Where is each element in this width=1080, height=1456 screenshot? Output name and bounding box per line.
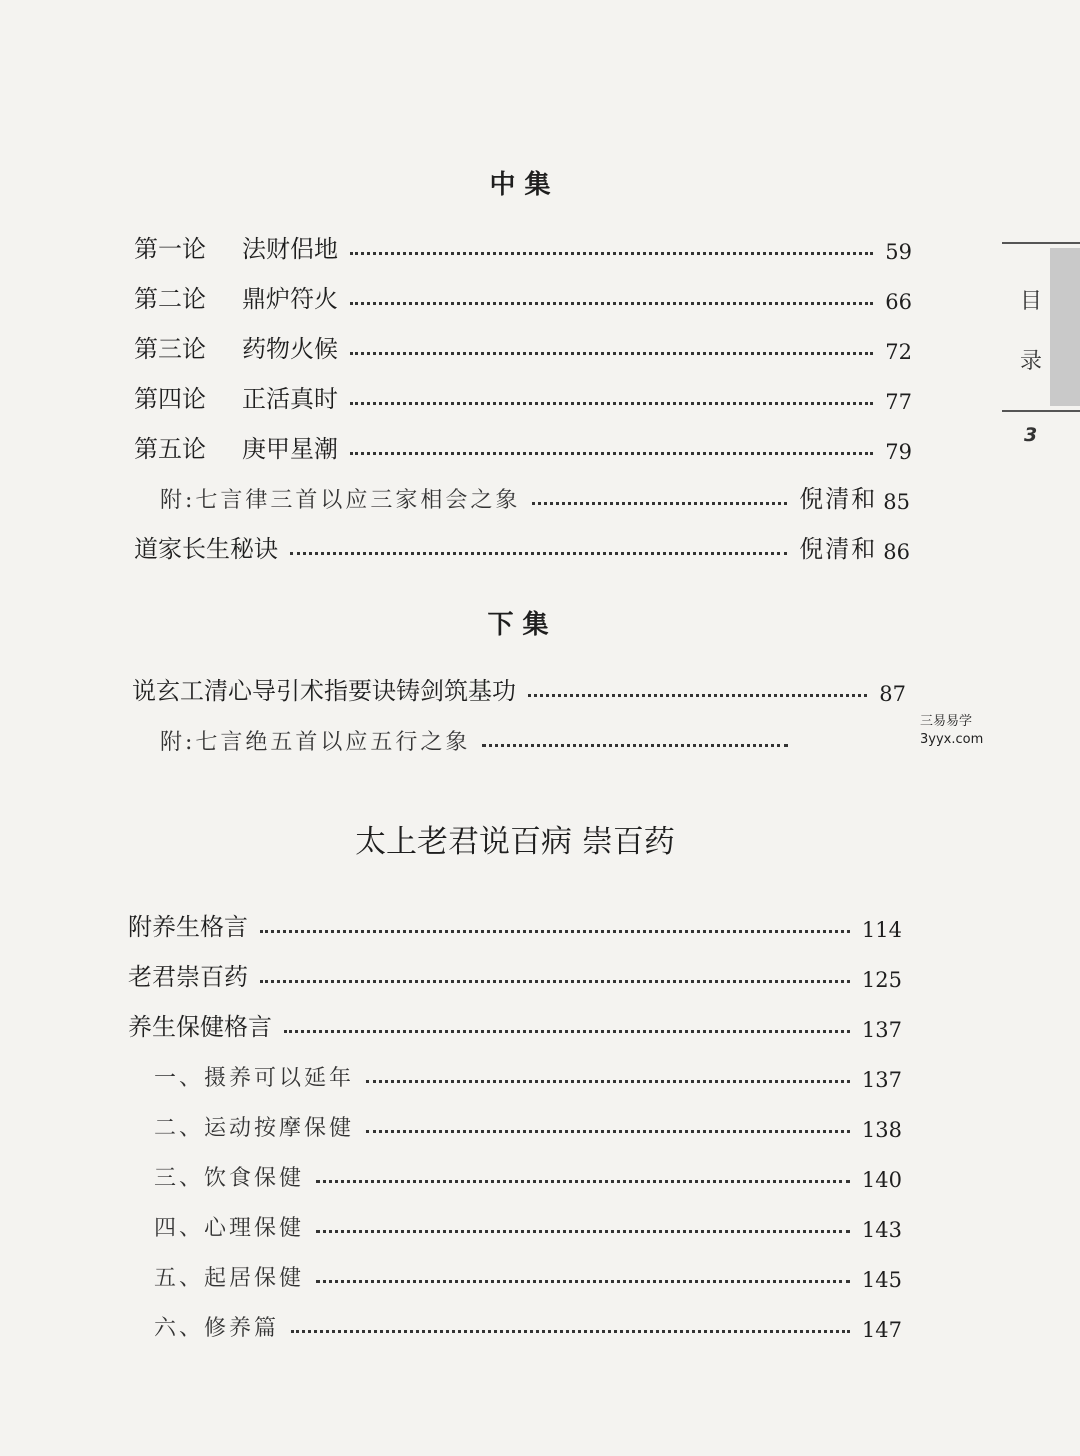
toc-entry[interactable] xyxy=(134,530,910,564)
toc-label: 三、饮食保健 xyxy=(154,1166,305,1191)
section-heading-zhong xyxy=(0,164,1040,201)
toc-entry[interactable] xyxy=(128,908,902,942)
leader-dots xyxy=(366,1080,850,1083)
toc-label: 道家长生秘诀 xyxy=(134,535,278,563)
leader-dots xyxy=(260,930,850,933)
toc-entry[interactable] xyxy=(154,1058,902,1092)
leader-dots xyxy=(482,744,788,747)
leader-dots xyxy=(316,1280,850,1283)
leader-dots xyxy=(528,694,867,697)
leader-dots xyxy=(532,502,787,505)
leader-dots xyxy=(316,1230,850,1233)
leader-dots xyxy=(350,302,873,305)
section-heading-xia-text: 下 集 xyxy=(487,610,549,640)
side-tab-stripe xyxy=(1050,248,1080,406)
toc-page-number: 86 xyxy=(883,540,910,564)
page-number: 3 xyxy=(1024,424,1038,446)
toc-label: 六、修养篇 xyxy=(154,1316,280,1341)
toc-entry[interactable] xyxy=(160,480,910,514)
leader-dots xyxy=(350,452,873,455)
toc-label: 正活真时 xyxy=(242,385,338,413)
toc-label: 附:七言律三首以应三家相会之象 xyxy=(160,488,521,513)
toc-label: 老君崇百药 xyxy=(128,963,248,991)
leader-dots xyxy=(284,1030,850,1033)
toc-page-number: 140 xyxy=(861,1168,902,1192)
toc-chapter: 第五论 xyxy=(134,435,206,463)
toc-label: 一、摄养可以延年 xyxy=(154,1066,355,1091)
toc-entry[interactable] xyxy=(154,1308,902,1342)
watermark-line2[interactable]: 3yyx.com xyxy=(920,732,984,747)
toc-page-number: 125 xyxy=(861,968,902,992)
toc-page-number: 114 xyxy=(861,918,902,942)
book-title-text: 太上老君说百病 崇百药 xyxy=(355,824,675,860)
toc-entry[interactable] xyxy=(134,330,912,364)
book-title xyxy=(0,816,1030,861)
side-tab xyxy=(1002,242,1080,412)
toc-page-number: 147 xyxy=(861,1318,902,1342)
toc-page-number: 137 xyxy=(861,1068,902,1092)
leader-dots xyxy=(350,252,873,255)
toc-page-number: 66 xyxy=(885,290,912,314)
toc-label: 说玄工清心导引术指要诀铸剑筑基功 xyxy=(132,677,516,705)
toc-entry[interactable] xyxy=(134,430,912,464)
toc-label: 法财侣地 xyxy=(242,235,338,263)
toc-label: 四、心理保健 xyxy=(154,1216,305,1241)
leader-dots xyxy=(316,1180,850,1183)
toc-page-number: 138 xyxy=(861,1118,902,1142)
side-tab-char: 目 xyxy=(1020,289,1043,314)
toc-entry[interactable] xyxy=(128,1008,902,1042)
toc-page-number: 59 xyxy=(885,240,912,264)
toc-label: 鼎炉符火 xyxy=(242,285,338,313)
leader-dots xyxy=(350,352,873,355)
toc-chapter: 第四论 xyxy=(134,385,206,413)
leader-dots xyxy=(366,1130,850,1133)
section-heading-zhong-text: 中 集 xyxy=(489,170,551,200)
leader-dots xyxy=(291,1330,850,1333)
leader-dots xyxy=(260,980,850,983)
toc-page-number: 87 xyxy=(879,682,906,706)
toc-entry[interactable] xyxy=(134,280,912,314)
toc-entry[interactable] xyxy=(154,1158,902,1192)
toc-label: 附:七言绝五首以应五行之象 xyxy=(160,730,471,755)
toc-page-number: 79 xyxy=(885,440,912,464)
toc-page-number: 85 xyxy=(883,490,910,514)
toc-author: 倪清和 xyxy=(799,535,878,563)
toc-page-number: 137 xyxy=(861,1018,902,1042)
toc-label: 二、运动按摩保健 xyxy=(154,1116,355,1141)
toc-page-number: 145 xyxy=(861,1268,902,1292)
toc-entry[interactable] xyxy=(132,672,906,706)
watermark-line1: 三易易学 xyxy=(920,714,973,729)
toc-entry[interactable] xyxy=(134,380,912,414)
section-heading-xia xyxy=(0,604,1036,641)
toc-entry[interactable] xyxy=(134,230,912,264)
toc-entry[interactable] xyxy=(128,958,902,992)
toc-label: 庚甲星潮 xyxy=(242,435,338,463)
toc-label: 五、起居保健 xyxy=(154,1266,305,1291)
toc-entry[interactable] xyxy=(154,1108,902,1142)
toc-entry[interactable] xyxy=(154,1208,902,1242)
toc-page-number: 72 xyxy=(885,340,912,364)
toc-label: 附养生格言 xyxy=(128,913,248,941)
leader-dots xyxy=(290,552,787,555)
toc-label: 养生保健格言 xyxy=(128,1013,272,1041)
toc-chapter: 第二论 xyxy=(134,285,206,313)
toc-chapter: 第三论 xyxy=(134,335,206,363)
leader-dots xyxy=(350,402,873,405)
toc-page-number: 77 xyxy=(885,390,912,414)
toc-entry[interactable] xyxy=(154,1258,902,1292)
toc-label: 药物火候 xyxy=(242,335,338,363)
side-tab-char: 录 xyxy=(1020,349,1043,374)
toc-page-number: 143 xyxy=(861,1218,902,1242)
toc-chapter: 第一论 xyxy=(134,235,206,263)
toc-author: 倪清和 xyxy=(799,485,878,513)
toc-entry[interactable] xyxy=(160,722,824,756)
